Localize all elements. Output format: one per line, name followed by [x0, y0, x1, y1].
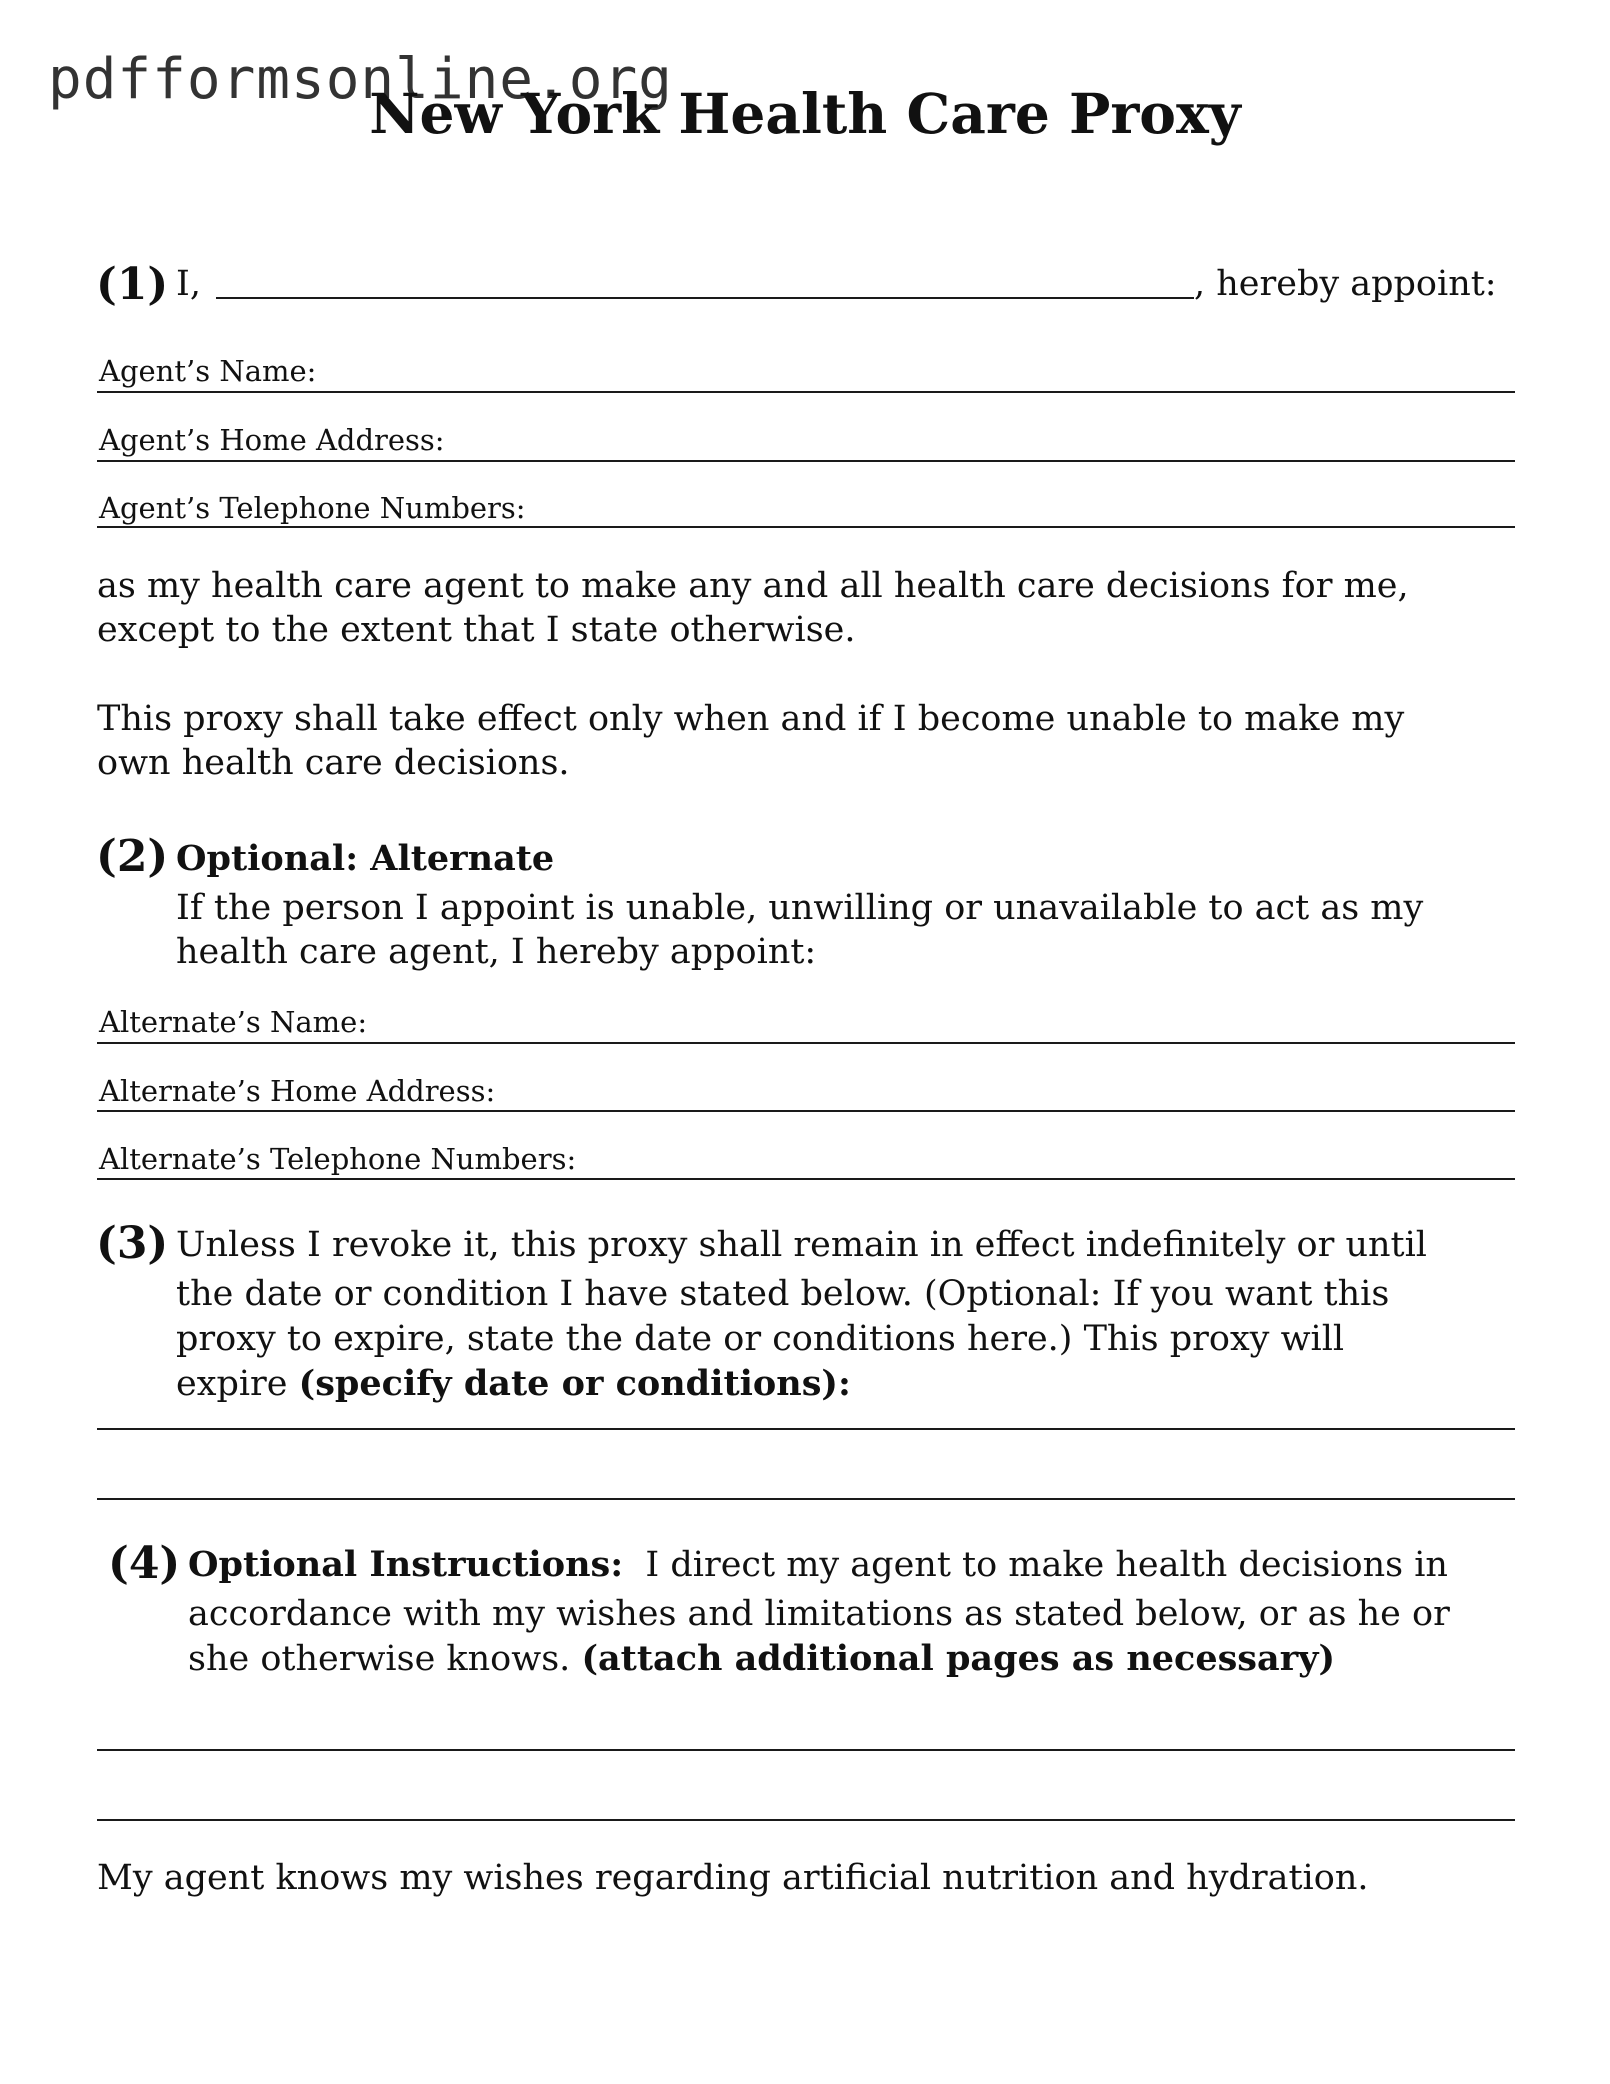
section-2-number: (2) — [96, 831, 169, 882]
section-2-heading: Optional: Alternate — [176, 838, 555, 879]
section-2-line-2: health care agent, I hereby appoint: — [176, 932, 817, 972]
expiration-line-1[interactable] — [97, 1428, 1515, 1430]
section-4-line-1-rest: I direct my agent to make health decisions in — [645, 1545, 1448, 1585]
instructions-line-2[interactable] — [97, 1819, 1515, 1821]
page-title: New York Health Care Proxy — [369, 81, 1241, 146]
alternate-address-label: Alternate’s Home Address: — [99, 1074, 496, 1108]
section-3-line-1: Unless I revoke it, this proxy shall remain in effect indefinitely or until — [176, 1225, 1427, 1265]
section-3-number: (3) — [96, 1218, 169, 1269]
section-2-line-1: If the person I appoint is unable, unwilling or unavailable to act as my — [176, 888, 1424, 928]
section-3-line-3: proxy to expire, state the date or conditions here.) This proxy will — [176, 1319, 1345, 1359]
agent-address-label: Agent’s Home Address: — [99, 423, 445, 457]
section-1-paragraph-1-line-1: as my health care agent to make any and all health care decisions for me, — [97, 566, 1409, 606]
agent-name-line[interactable] — [97, 391, 1515, 393]
section-1-paragraph-1-line-2: except to the extent that I state otherwise. — [97, 610, 856, 650]
section-3-line-4-prefix: expire — [176, 1364, 288, 1404]
agent-phone-line[interactable] — [97, 526, 1515, 528]
alternate-name-line[interactable] — [97, 1042, 1515, 1044]
section-1-intro-prefix: I, — [176, 264, 201, 304]
agent-phone-label: Agent’s Telephone Numbers: — [99, 491, 526, 525]
section-1-paragraph-2-line-2: own health care decisions. — [97, 743, 570, 783]
section-3-line-4-bold: (specify date or conditions): — [298, 1363, 851, 1404]
closing-statement: My agent knows my wishes regarding artificial nutrition and hydration. — [97, 1858, 1369, 1898]
principal-name-blank[interactable] — [216, 297, 1194, 299]
section-3-line-2: the date or condition I have stated below. (Optional: If you want this — [176, 1274, 1390, 1314]
section-4-line-1 — [188, 1543, 1448, 1587]
alternate-address-line[interactable] — [97, 1110, 1515, 1112]
section-4-line-3-bold: (attach additional pages as necessary) — [581, 1638, 1336, 1679]
alternate-phone-label: Alternate’s Telephone Numbers: — [99, 1142, 577, 1176]
watermark: pdfformsonline.org — [48, 47, 673, 112]
section-4-line-3 — [188, 1637, 1335, 1681]
instructions-line-1[interactable] — [97, 1749, 1515, 1751]
section-1-intro-suffix: , hereby appoint: — [1194, 264, 1497, 304]
section-4-line-3-prefix: she otherwise knows. — [188, 1639, 571, 1679]
section-4-line-2: accordance with my wishes and limitations as stated below, or as he or — [188, 1594, 1450, 1634]
section-4-heading: Optional Instructions: — [188, 1544, 624, 1585]
alternate-name-label: Alternate’s Name: — [99, 1005, 368, 1039]
section-1-number: (1) — [96, 259, 169, 310]
agent-name-label: Agent’s Name: — [99, 354, 317, 388]
section-3-line-4 — [176, 1362, 851, 1406]
section-4-number: (4) — [108, 1538, 181, 1589]
agent-address-line[interactable] — [97, 460, 1515, 462]
alternate-phone-line[interactable] — [97, 1178, 1515, 1180]
section-1-paragraph-2-line-1: This proxy shall take effect only when and if I become unable to make my — [97, 699, 1405, 739]
expiration-line-2[interactable] — [97, 1498, 1515, 1500]
